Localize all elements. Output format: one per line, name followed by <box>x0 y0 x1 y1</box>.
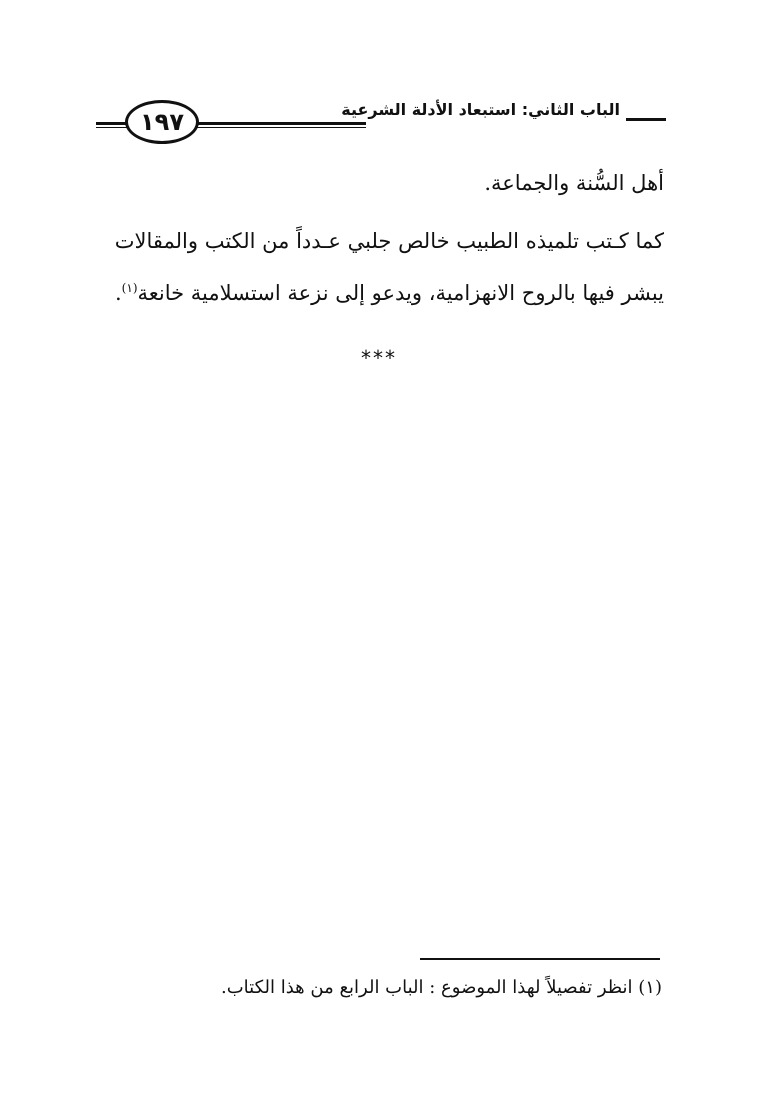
body-line-1: أهل السُّنة والجماعة. <box>484 171 664 195</box>
body-line-3 <box>115 281 664 305</box>
footnote-rule <box>420 958 660 960</box>
body-line-3-end: . <box>114 281 122 305</box>
footnote-1: (١) انظر تفصيلاً لهذا الموضوع : الباب الرابع من هذا الكتاب. <box>220 977 662 998</box>
footnote-reference: (١) <box>121 281 138 295</box>
section-separator: *** <box>361 346 397 370</box>
body-line-3-text: يبشر فيها بالروح الانهزامية، ويدعو إلى نزعة استسلامية خانعة <box>137 281 664 305</box>
running-head: الباب الثاني: استبعاد الأدلة الشرعية <box>341 100 620 119</box>
header-rule-short <box>626 118 666 121</box>
page-number: ١٩٧ <box>140 108 184 136</box>
body-line-2: كما كـتب تلميذه الطبيب خالص جلبي عـدداً من الكتب والمقالات <box>114 229 664 253</box>
